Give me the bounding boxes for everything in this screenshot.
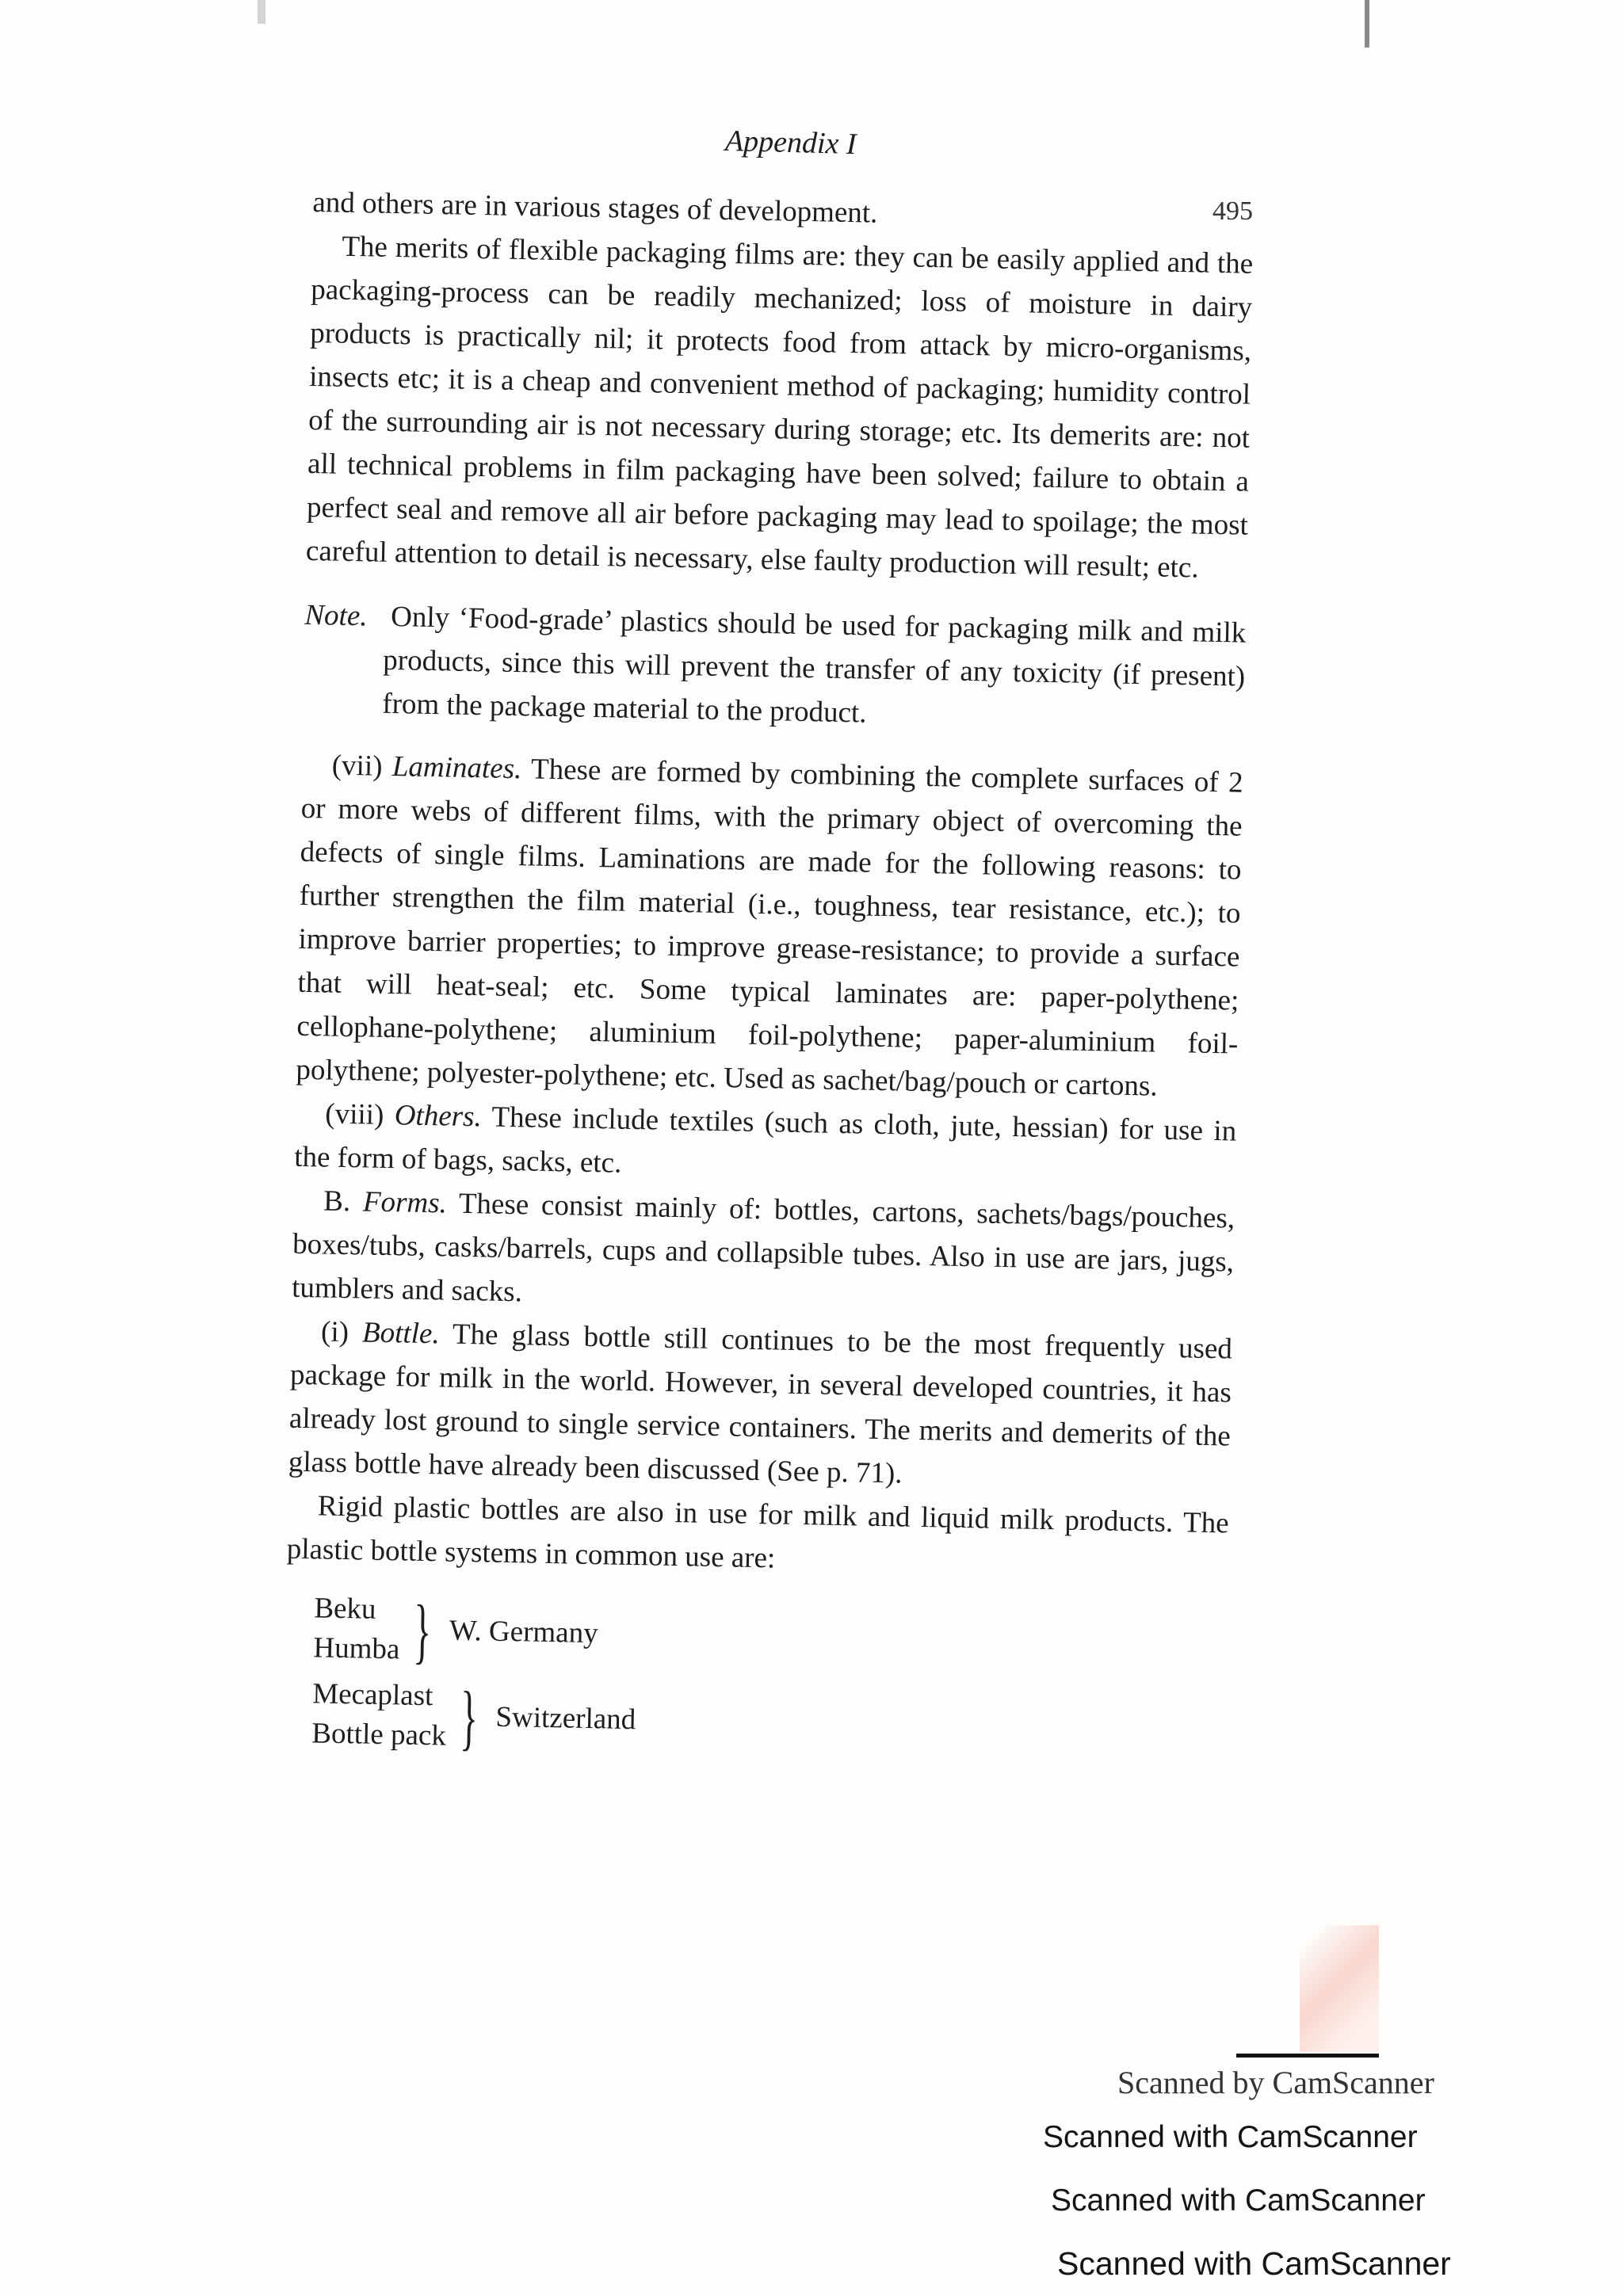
bottle-system-group <box>313 1589 1228 1685</box>
section-forms <box>292 1179 1235 1328</box>
section-text: The glass bottle still continues to be the most frequently used package for milk in the world. However, in several developed countries, it has already lost ground to single service containers. The merits and demerits of the glass bottle have already been discussed (See p. 71). <box>288 1318 1233 1490</box>
system-country: Switzerland <box>495 1700 636 1737</box>
section-text: These include textiles (such as cloth, jute, hessian) for use in the form of bags, sacks, etc. <box>293 1100 1237 1180</box>
section-title: Bottle. <box>361 1316 441 1351</box>
section-title: Forms. <box>362 1185 448 1220</box>
section-text: These are formed by combining the complete surfaces of 2 or more webs of different films, with the primary object of overcoming the defects of single films. Laminations are made for the following reasons: to further strengthen the film material (i.e., toughness, tear resistance, etc.); to improve barrier properties; to improve grease-resistance; to provide a surface that will heat-seal; etc. Some typical laminates are: paper-polythene; cellophane-polythene; aluminium foil-polythene; paper-aluminium foil-polythene; polyester-polythene; etc. Used as sachet/bag/pouch or cartons. <box>296 753 1244 1103</box>
bottle-system-group <box>311 1674 1226 1771</box>
paragraph: The merits of flexible packaging films are: they can be easily applied and the packaging-process can be readily mechanized; loss of moisture in dairy products is practically nil; it protects food from attack by micro-organisms, insects etc; it is a cheap and convenient method of packaging; humidity control of the surrounding air is not necessary during storage; etc. Its demerits are: not all technical problems in film packaging have been solved; failure to obtain a perfect seal and remove all air before packaging may lead to spoilage; the most careful attention to detail is necessary, else faulty production will result; etc. <box>305 230 1254 585</box>
bottle-systems-list <box>283 1589 1228 1772</box>
note-text: Only ‘Food-grade’ plastics should be used for packaging milk and milk products, since this will prevent the transfer of any toxicity (if present) from the package material to the product. <box>381 600 1247 730</box>
section-laminates <box>296 743 1243 1110</box>
note <box>303 593 1247 742</box>
section-title: Others. <box>394 1099 483 1134</box>
system-country: W. Germany <box>449 1614 599 1650</box>
system-name: Beku <box>314 1592 376 1626</box>
watermark: Scanned with CamScanner <box>1043 2120 1418 2154</box>
right-brace-icon: } <box>412 1589 432 1672</box>
scan-edge-mark <box>258 0 265 24</box>
section-number: (vii) <box>331 749 383 783</box>
note-label: Note. <box>304 598 368 633</box>
running-head: Appendix I <box>724 124 857 162</box>
scan-edge-mark <box>1365 0 1369 48</box>
system-name: Mecaplast <box>311 1677 433 1713</box>
paragraph: and others are in various stages of development. <box>312 185 878 230</box>
system-name: Bottle pack <box>311 1717 447 1753</box>
watermark: Scanned by CamScanner <box>1117 2065 1434 2100</box>
section-text: These consist mainly of: bottles, cartons, sachets/bags/pouches, boxes/tubs, casks/barrels, cups and collapsible tubes. Also in use are jars, jugs, tumblers and sacks. <box>291 1187 1235 1309</box>
pen-mark <box>1300 1925 1379 2052</box>
page-number: 495 <box>1212 196 1253 226</box>
pen-mark-line <box>1236 2054 1379 2058</box>
body-text <box>283 181 1254 1777</box>
section-title: Laminates. <box>391 750 522 786</box>
paragraph: Rigid plastic bottles are also in use for milk and liquid milk products. The plastic bottle systems in common use are: <box>286 1489 1230 1575</box>
right-brace-icon: } <box>459 1676 479 1758</box>
section-number: B. <box>323 1184 351 1219</box>
section-number: (viii) <box>324 1097 384 1131</box>
section-number: (i) <box>320 1315 349 1349</box>
system-name: Humba <box>313 1631 400 1666</box>
section-bottle <box>288 1310 1232 1502</box>
watermark: Scanned with CamScanner <box>1051 2183 1426 2218</box>
watermark: Scanned with CamScanner <box>1057 2245 1451 2282</box>
